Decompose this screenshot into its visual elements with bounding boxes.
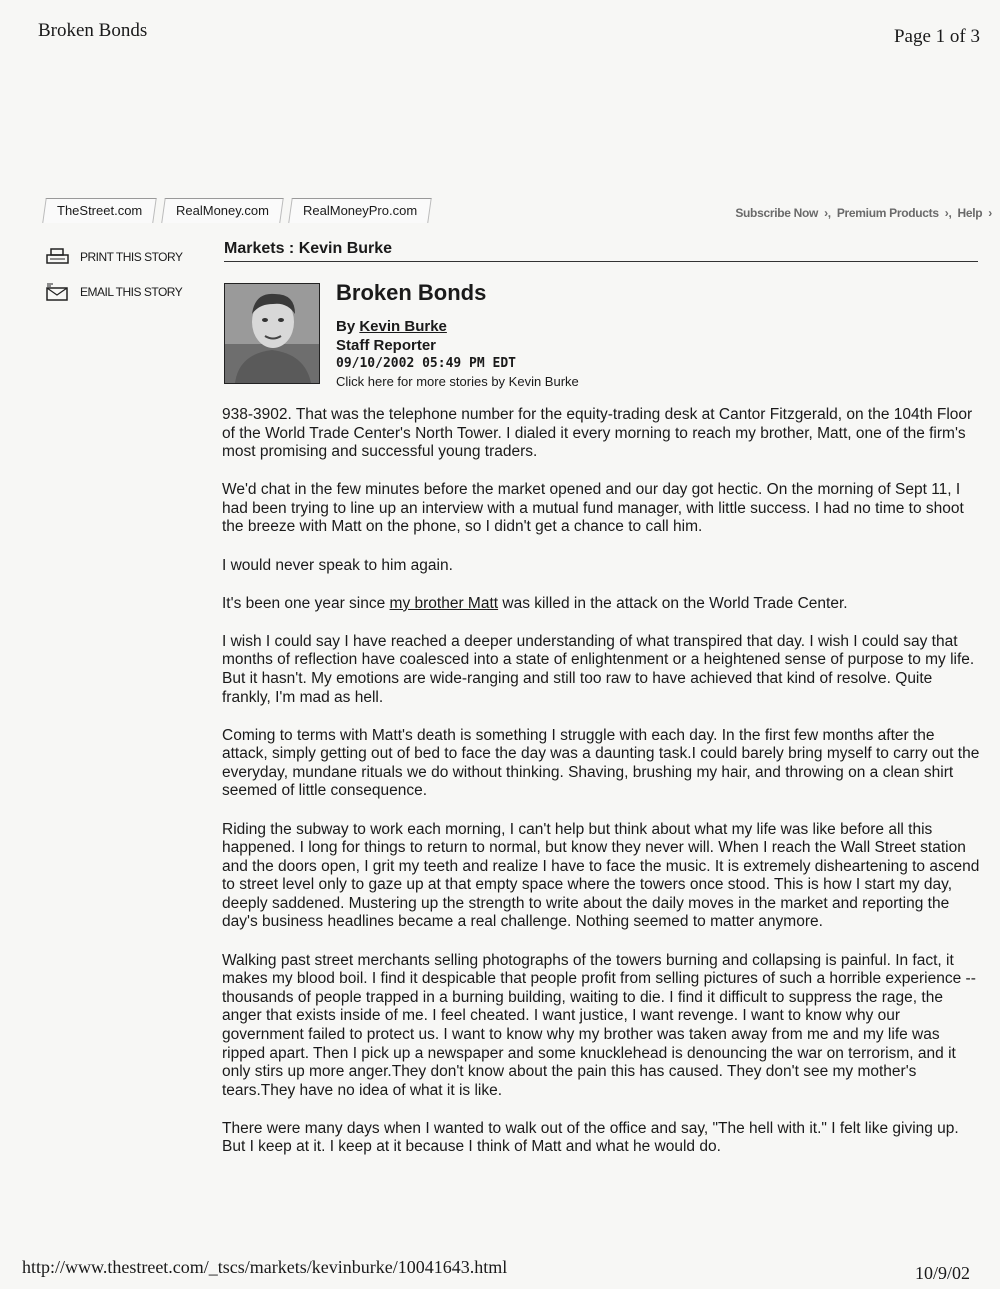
- email-story-button[interactable]: [46, 283, 182, 301]
- subscribe-link[interactable]: Subscribe Now: [735, 206, 819, 220]
- article-date: 09/10/2002 05:49 PM EDT: [336, 356, 517, 371]
- paragraph: 938-3902. That was the telephone number for the equity-trading desk at Cantor Fitzgerald, on the 104th Floor of the World Trade Center's North Tower. I dialed it every morning to reach my brother, Matt, one of the firm's most promising and successful young traders.: [222, 406, 973, 461]
- paragraph: Walking past street merchants selling photographs of the towers burning and collapsing is painful. In fact, it makes my blood boil. I find it despicable that people profit from selling pictures of such a horrible experience --thousands of people trapped in a burning building, waiting to die. I find it difficult to suppress the rage, the anger that exists inside of me. I feel cheated. I want justice, I want revenge. I want to know why our government failed to protect us. I want to know why my brother was taken away from me and my life was ripped apart. Then I pick up a newspaper and some knucklehead is denouncing the war on terrorism, and it only stirs up more anger.They don't know about the pain this has caused. They don't see my mother's tears.They have no idea of what it is like.: [222, 951, 976, 1099]
- brother-matt-link[interactable]: my brother Matt: [389, 594, 499, 612]
- help-link[interactable]: Help: [957, 206, 983, 220]
- tab-thestreet[interactable]: TheStreet.com: [42, 198, 157, 223]
- paragraph: We'd chat in the few minutes before the market opened and our day got hectic. On the morning of Sept 11, I had been trying to line up an interview with a mutual fund manager, with little success. I had no time to shoot the breeze with Matt on the phone, so I didn't get a chance to call him.: [222, 481, 964, 536]
- more-stories-link[interactable]: Click here for more stories by Kevin Burke: [336, 374, 579, 389]
- top-links: Subscribe Now ›, Premium Products ›, Help ›: [735, 206, 992, 220]
- tab-realmoneypro[interactable]: RealMoneyPro.com: [288, 198, 432, 223]
- author-photo: [224, 283, 320, 384]
- printer-icon: [46, 248, 70, 266]
- author-role: Staff Reporter: [336, 337, 437, 354]
- print-footer-url: http://www.thestreet.com/_tscs/markets/kevinburke/10041643.html: [22, 1257, 508, 1277]
- tab-realmoney[interactable]: RealMoney.com: [162, 198, 284, 223]
- article-headline: Broken Bonds: [336, 280, 487, 305]
- paragraph: Coming to terms with Matt's death is something I struggle with each day. In the first few months after the attack, simply getting out of bed to face the day was a daunting task.I could barely bring myself to carry out the everyday, mundane rituals we do without thinking. Shaving, brushing my hair, and throwing on a clean shirt seemed of little consequence.: [222, 726, 980, 800]
- print-page-number: Page 1 of 3: [893, 26, 980, 47]
- paragraph: Riding the subway to work each morning, I can't help but think about what my life was like before all this happened. I long for things to return to normal, but know they never will. When I reach the Wall Street station and the doors open, I grit my teeth and realize I have to face the music. It is extremely disheartening to ascend to street level only to gaze up at that empty space where the towers once stood. This is how I start my day, deeply saddened. Mustering up the strength to write about the daily moves in the market and reporting the day's business headlines became a real challenge. Nothing seemed to matter anymore.: [222, 820, 980, 931]
- print-page-title: Broken Bonds: [38, 20, 148, 41]
- print-story-label: PRINT THIS STORY: [80, 250, 183, 264]
- paragraph: It's been one year since my brother Matt was killed in the attack on the World Trade Center.: [222, 594, 848, 612]
- paragraph: I would never speak to him again.: [222, 556, 453, 574]
- section-breadcrumb[interactable]: Markets : Kevin Burke: [224, 240, 978, 262]
- premium-products-link[interactable]: Premium Products: [836, 206, 939, 220]
- site-tabs: [44, 198, 430, 223]
- article-body: [222, 406, 980, 1177]
- author-link[interactable]: Kevin Burke: [359, 318, 447, 335]
- byline: By Kevin Burke Staff Reporter: [336, 318, 447, 354]
- email-story-label: EMAIL THIS STORY: [80, 285, 183, 299]
- paragraph: I wish I could say I have reached a deeper understanding of what transpired that day. I wish I could say that months of reflection have coalesced into a state of enlightenment or a heightened sense of purpose to my life. But it hasn't. My emotions are wide-ranging and still too raw to have achieved that kind of resolve. Quite frankly, I'm mad as hell.: [222, 632, 975, 706]
- print-story-button[interactable]: [46, 248, 182, 266]
- paragraph: There were many days when I wanted to walk out of the office and say, "The hell with it." I felt like giving up. But I keep at it. I keep at it because I think of Matt and what he would do.: [222, 1119, 959, 1156]
- print-footer-date: 10/9/02: [914, 1263, 970, 1283]
- envelope-icon: [46, 283, 70, 301]
